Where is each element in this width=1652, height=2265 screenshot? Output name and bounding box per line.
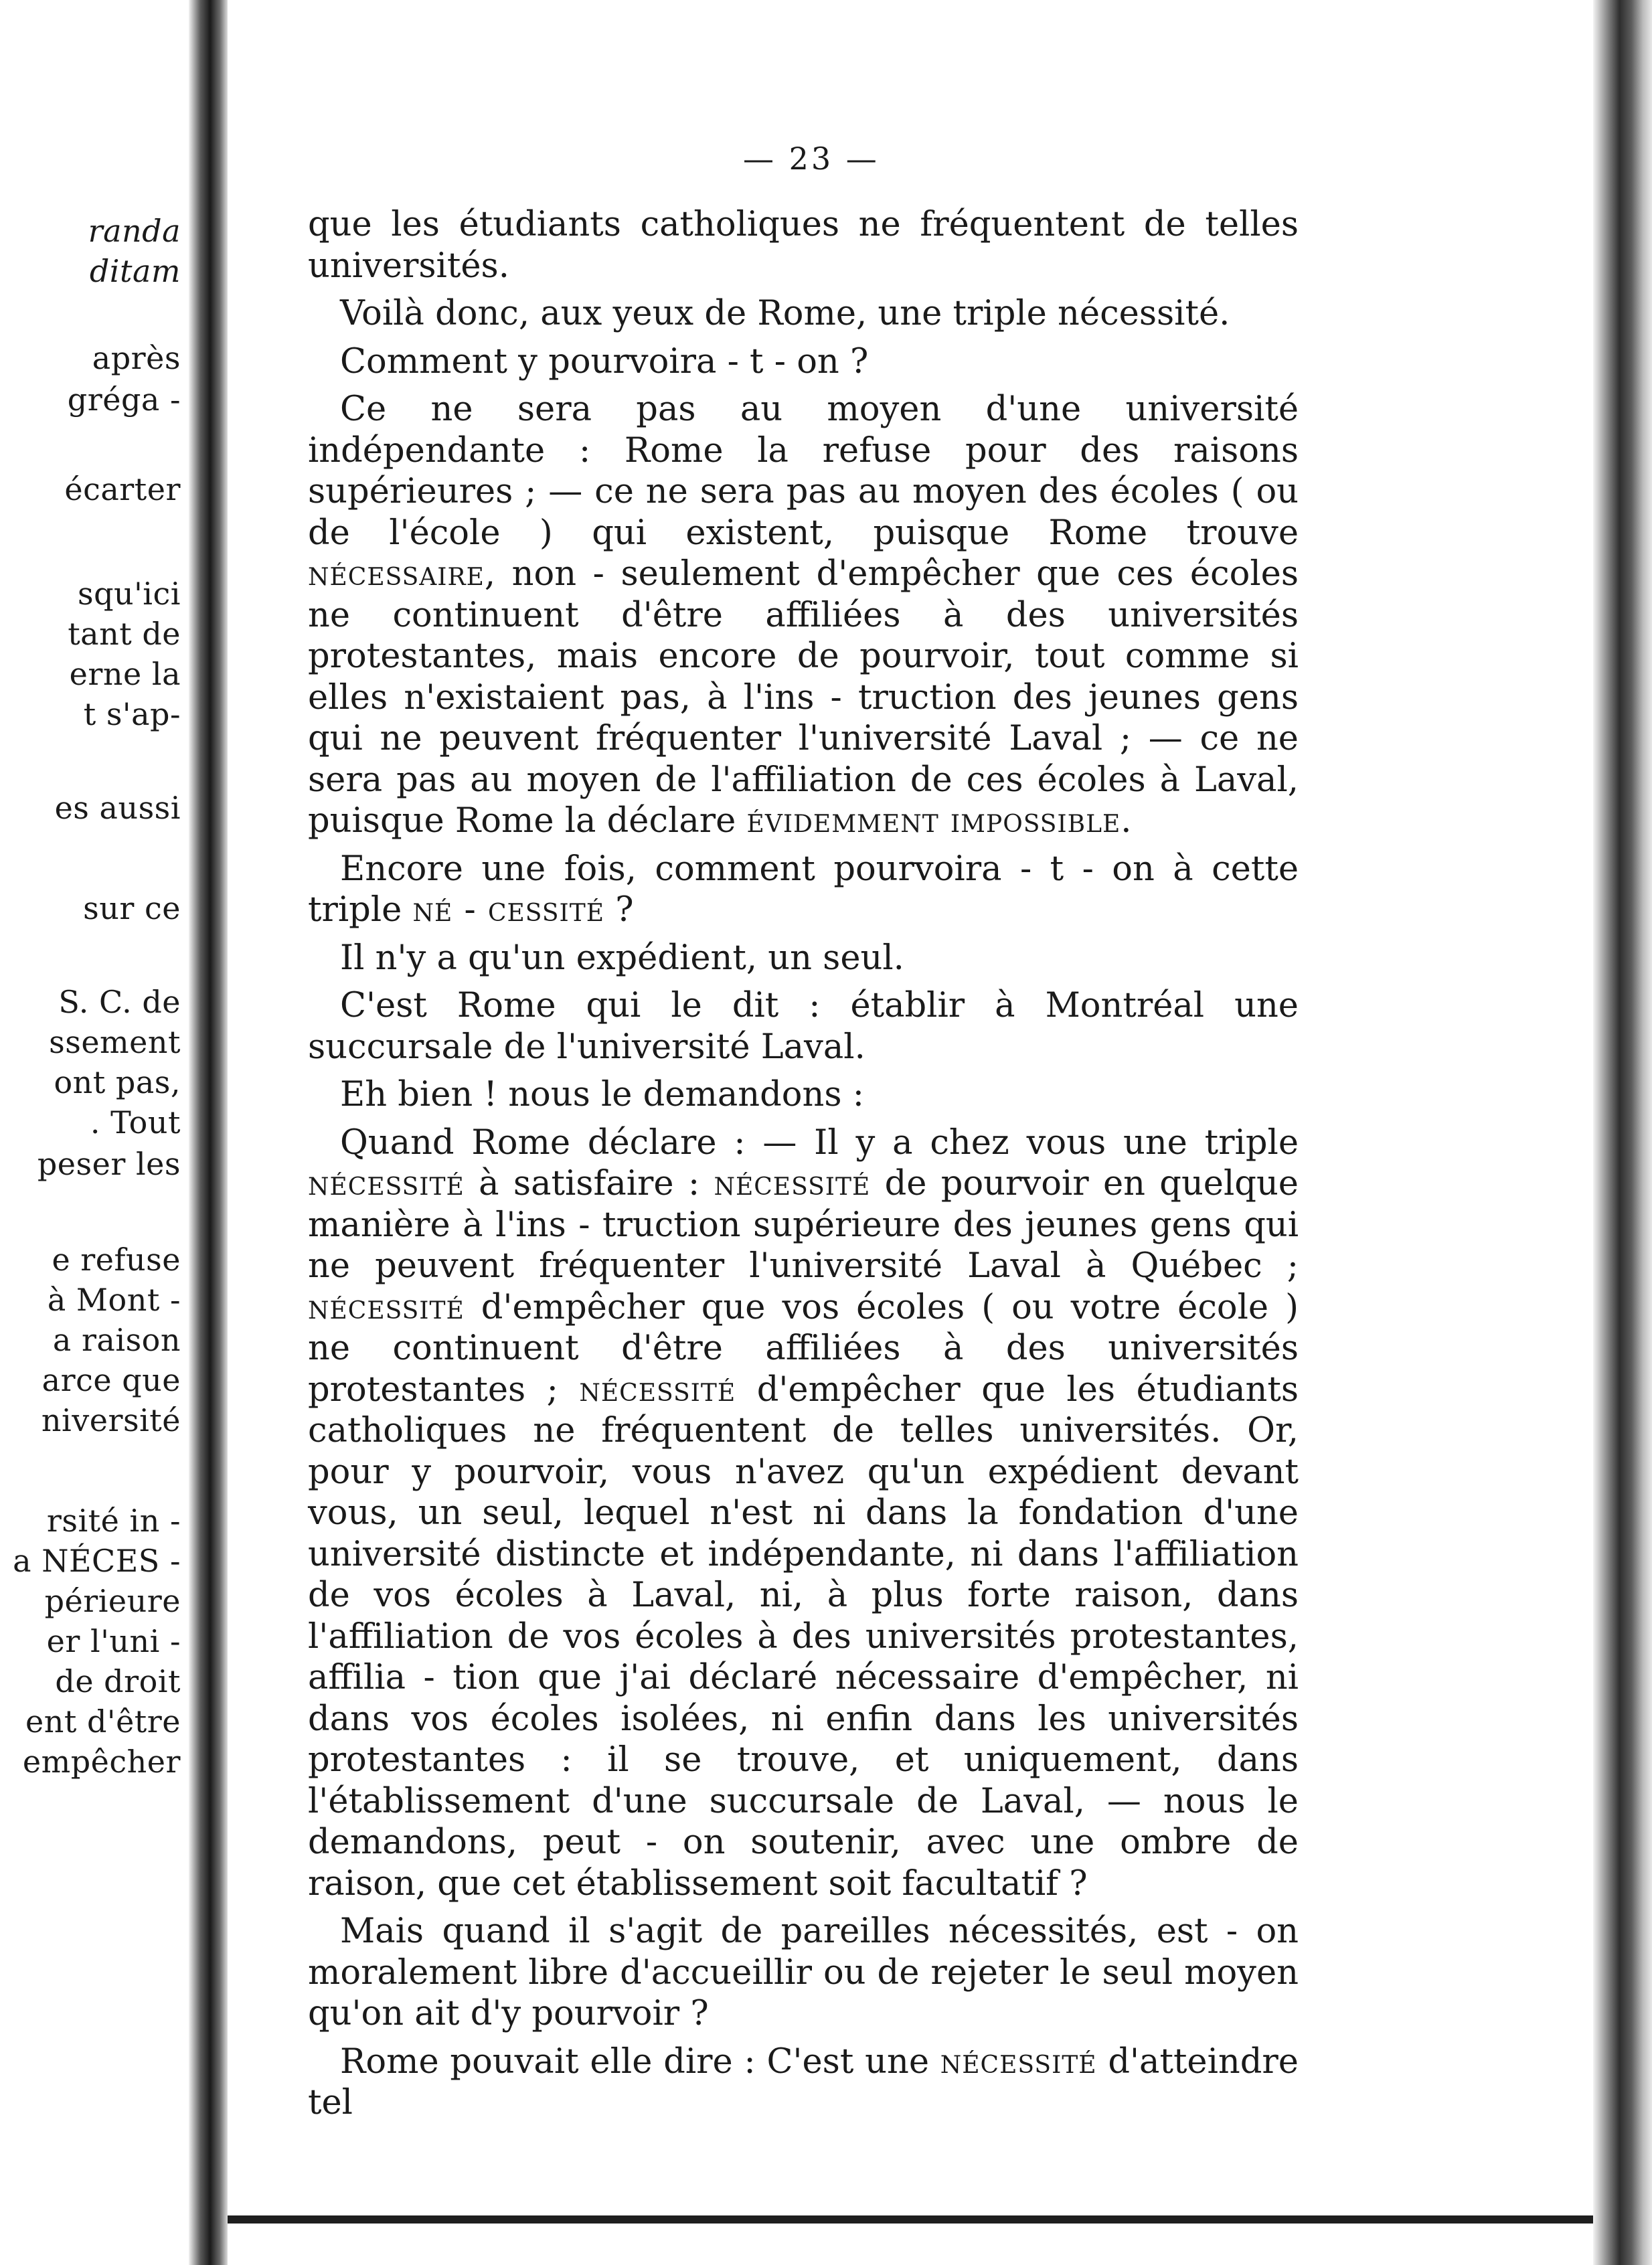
paragraph: Comment y pourvoira - t - on ? bbox=[340, 341, 869, 382]
left-line: randa bbox=[88, 213, 181, 249]
left-line: es aussi bbox=[54, 790, 181, 826]
text-run: Rome pouvait elle dire : C'est une bbox=[340, 2041, 929, 2082]
left-line: de droit bbox=[55, 1663, 181, 1699]
left-line: ditam bbox=[89, 253, 181, 289]
emphasis-smallcaps: né - cessité bbox=[412, 890, 605, 930]
left-line: squ'ici bbox=[77, 576, 181, 612]
paragraph: Voilà donc, aux yeux de Rome, une triple nécessité. bbox=[340, 294, 1230, 333]
left-line: er l'uni - bbox=[46, 1623, 181, 1659]
emphasis-smallcaps: nécessité bbox=[308, 1164, 465, 1203]
paragraph: Eh bien ! nous le demandons : bbox=[340, 1075, 864, 1114]
left-line: grégа - bbox=[67, 382, 181, 418]
paragraph bbox=[308, 389, 1299, 842]
paragraph bbox=[308, 849, 1299, 931]
text-run: à satisfaire : bbox=[479, 1164, 700, 1203]
left-line: arce que bbox=[42, 1362, 181, 1398]
left-line: . Tout bbox=[90, 1104, 181, 1141]
emphasis-smallcaps: évidemment impossible bbox=[746, 801, 1121, 841]
paragraph: que les étudiants catholiques ne fréquentent de telles universités. bbox=[308, 205, 1299, 286]
left-line: ssement bbox=[49, 1024, 181, 1060]
left-line: niversité bbox=[41, 1402, 181, 1438]
left-line: a raison bbox=[52, 1322, 181, 1358]
text-run: d'empêcher que vos écoles ( ou votre école ) ne continuent d'être affiliées à des universités protestantes ; bbox=[308, 1287, 1299, 1410]
left-line: a NÉCES - bbox=[13, 1543, 181, 1579]
page-body bbox=[308, 204, 1299, 2124]
text-run: de pourvoir en quelque manière à l'ins - truction supérieure des jeunes gens qui ne peuvent fréquenter l'université Laval à Québec ; bbox=[308, 1164, 1299, 1286]
text-run: d'atteindre tel bbox=[308, 2041, 1299, 2122]
paragraph: C'est Rome qui le dit : établir à Montréal une succursale de l'université Laval. bbox=[308, 986, 1299, 1067]
paragraph bbox=[308, 2041, 1299, 2124]
left-line: erne la bbox=[69, 656, 181, 692]
text-run: Quand Rome déclare : — Il y a chez vous une triple bbox=[340, 1122, 1299, 1163]
text-run: ? bbox=[604, 890, 634, 930]
scan-bottom-edge bbox=[228, 2215, 1593, 2224]
emphasis-smallcaps: nécessité bbox=[308, 1287, 465, 1327]
emphasis-smallcaps: nécessité bbox=[579, 1369, 736, 1410]
left-line: t s'ap- bbox=[83, 696, 181, 732]
page-number: — 23 — bbox=[743, 141, 880, 177]
text-run: Encore une fois, comment pourvoira - t - on à cette triple bbox=[308, 849, 1299, 930]
text-run: Ce ne sera pas au moyen d'une université indépendante : Rome la refuse pour des raisons supérieures ; — ce ne sera pas au moyen des écoles ( ou de l'école ) qui existent, puisque Rome trouve bbox=[308, 390, 1299, 553]
left-line: rsité in - bbox=[46, 1503, 181, 1539]
book-gutter-shadow bbox=[189, 0, 228, 2265]
left-line: écarter bbox=[64, 471, 181, 507]
emphasis-smallcaps: nécessité bbox=[940, 2041, 1097, 2082]
left-line: ent d'être bbox=[25, 1703, 181, 1740]
left-line: peser les bbox=[37, 1146, 181, 1182]
left-line: sur ce bbox=[83, 890, 181, 926]
emphasis-smallcaps: nécessité bbox=[714, 1164, 871, 1203]
paragraph: Mais quand il s'agit de pareilles nécessités, est - on moralement libre d'accueillir ou de rejeter le seul moyen qu'on ait d'y pourvoir ? bbox=[308, 1912, 1299, 2033]
left-line: périeure bbox=[44, 1583, 181, 1619]
left-line: à Mont - bbox=[47, 1282, 181, 1318]
left-line: après bbox=[92, 340, 181, 376]
page-edge-shadow bbox=[1593, 0, 1652, 2265]
emphasis-smallcaps: nécessaire bbox=[308, 554, 485, 594]
scan-bottom-margin bbox=[228, 2224, 1593, 2265]
text-run: d'empêcher que les étudiants catholiques ne fréquentent de telles universités. Or, pour y pourvoir, vous n'avez qu'un expédient devant vous, un seul, lequel n'est ni dans la fondation d'une université distincte et indépendante, ni dans l'affiliation de vos écoles à Laval, ni, à plus forte raison, dans l'affiliation de vos écoles à des universités protestantes, affilia - tion que j'ai déclaré nécessaire d'empêcher, ni dans vos écoles isolées, ni enfin dans les universités protestantes : il se trouve, et uniquement, dans l'établissement d'une succursale de Laval, — nous le demandons, peut - on soutenir, avec une ombre de raison, que cet établissement soit facultatif ? bbox=[308, 1369, 1299, 1904]
left-line: S. C. de bbox=[58, 984, 181, 1020]
left-line: e refuse bbox=[52, 1242, 181, 1278]
left-line: ont pas, bbox=[54, 1064, 181, 1100]
text-run: . bbox=[1121, 801, 1132, 841]
left-line: empêcher bbox=[22, 1744, 181, 1780]
paragraph: Il n'y a qu'un expédient, un seul. bbox=[340, 938, 904, 978]
text-run: , non - seulement d'empêcher que ces écoles ne continuent d'être affiliées à des universités protestantes, mais encore de pourvoir, tout comme si elles n'existaient pas, à l'ins - truction des jeunes gens qui ne peuvent fréquenter l'université Laval ; — ce ne sera pas au moyen de l'affiliation de ces écoles à Laval, puisque Rome la déclare bbox=[308, 554, 1299, 841]
left-line: tant de bbox=[68, 616, 181, 652]
paragraph bbox=[308, 1122, 1299, 1905]
